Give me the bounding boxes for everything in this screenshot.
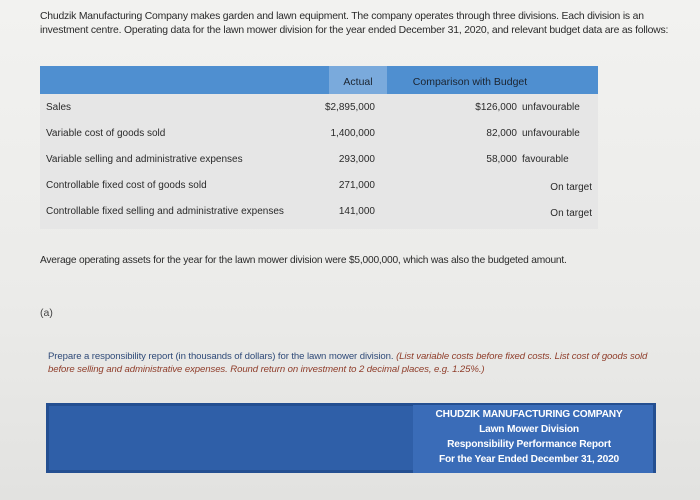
- row-actual: $2,895,000: [324, 102, 375, 113]
- banner-report-title: Responsibility Performance Report: [447, 439, 611, 450]
- instruction-text: [48, 350, 668, 376]
- banner-period: For the Year Ended December 31, 2020: [438, 454, 620, 465]
- row-budget-difference: 58,000: [486, 154, 517, 165]
- header-actual: Actual: [329, 66, 387, 94]
- row-assessment: favourable: [522, 154, 569, 165]
- row-target-status: On target: [550, 182, 592, 193]
- row-actual: 1,400,000: [330, 128, 375, 139]
- intro-paragraph: Chudzik Manufacturing Company makes garden and lawn equipment. The company operates through three divisions. Each division is an investment centre. Operating data for the lawn mower division for the year ended December 31, 2020, and relevant budget data are as follows:: [40, 11, 669, 36]
- average-assets-note: Average operating assets for the year for the lawn mower division were $5,000,000, which was also the budgeted amount.: [40, 255, 567, 266]
- operating-data-table: [40, 66, 598, 229]
- row-assessment: unfavourable: [522, 102, 580, 113]
- header-comparison: Comparison with Budget: [412, 76, 528, 88]
- row-actual: 293,000: [338, 154, 375, 165]
- banner-company: CHUDZIK MANUFACTURING COMPANY: [435, 409, 623, 420]
- row-actual: 141,000: [338, 206, 375, 217]
- row-label: Variable cost of goods sold: [46, 128, 166, 139]
- table-row-variable-cogs: [40, 122, 598, 148]
- part-label: (a): [40, 307, 53, 319]
- row-target-status: On target: [550, 208, 592, 219]
- table-row-variable-selling-admin: [40, 148, 598, 174]
- table-row-fixed-selling-admin: [40, 200, 598, 226]
- row-actual: 271,000: [338, 180, 375, 191]
- row-label: Sales: [46, 102, 72, 113]
- row-label: Controllable fixed selling and administrative expenses: [46, 206, 284, 217]
- row-budget-difference: $126,000: [475, 102, 517, 113]
- report-header-banner: [46, 403, 656, 473]
- row-label: Variable selling and administrative expenses: [46, 154, 243, 165]
- banner-division: Lawn Mower Division: [479, 424, 579, 435]
- table-row-fixed-cogs: [40, 174, 598, 200]
- row-assessment: unfavourable: [522, 128, 580, 139]
- row-budget-difference: 82,000: [486, 128, 517, 139]
- instruction-italic: (List variable costs before fixed costs. List cost of goods sold before selling and administrative expenses. Round return on investment to 2 decimal places, e.g. 1.25%.): [48, 351, 648, 375]
- row-label: Controllable fixed cost of goods sold: [46, 180, 207, 191]
- table-header: [40, 66, 598, 94]
- table-row-sales: [40, 96, 598, 122]
- instruction-main: Prepare a responsibility report (in thousands of dollars) for the lawn mower division.: [48, 351, 394, 362]
